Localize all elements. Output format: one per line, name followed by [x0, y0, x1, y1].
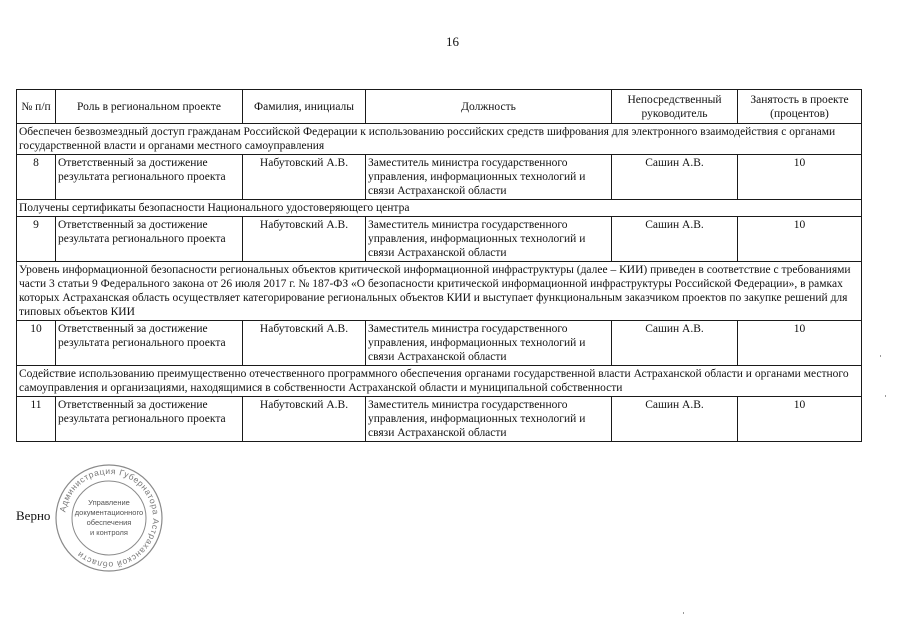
section-title: Обеспечен безвозмездный доступ гражданам Российской Федерации к использованию российских средств шифрования для электронного взаимодействия с органами государственной власти и органами местного самоуправления — [17, 124, 862, 155]
section-title: Уровень информационной безопасности региональных объектов критической информационной инфраструктуры (далее – КИИ) приведен в соответствие с требованиями части 3 статьи 9 Федерального закона от 26 июля 2017 г. № 187-ФЗ «О безопасности критической информационной инфраструктуры Российской Федерации», в рамках которых Астраханская область осуществляет категорирование региональных объектов КИИ и выступает функциональным заказчиком проектов по закупке решений для типовых объектов КИИ — [17, 262, 862, 321]
cell-num: 11 — [17, 397, 56, 442]
stamp-center-text — [54, 463, 164, 573]
table-row — [17, 397, 862, 442]
cell-num: 10 — [17, 321, 56, 366]
section-title: Получены сертификаты безопасности Национального удостоверяющего центра — [17, 200, 862, 217]
cell-role: Ответственный за достижение результата регионального проекта — [56, 321, 243, 366]
section-row — [17, 200, 862, 217]
table-row — [17, 321, 862, 366]
stamp-line: документационного — [74, 508, 144, 517]
cell-workload: 10 — [738, 321, 862, 366]
project-roles-table — [16, 89, 862, 442]
cell-position: Заместитель министра государственного управления, информационных технологий и связи Астраханской области — [366, 321, 612, 366]
cell-supervisor: Сашин А.В. — [612, 155, 738, 200]
header-position: Должность — [366, 90, 612, 124]
section-title: Содействие использованию преимущественно отечественного программного обеспечения органами государственной власти Астраханской области и органами местного самоуправления и организациями, находящимися в собственности Астраханской области и муниципальной собственности — [17, 366, 862, 397]
cell-name: Набутовский А.В. — [243, 217, 366, 262]
cell-name: Набутовский А.В. — [243, 155, 366, 200]
cell-num: 8 — [17, 155, 56, 200]
cell-supervisor: Сашин А.В. — [612, 397, 738, 442]
cell-position: Заместитель министра государственного управления, информационных технологий и связи Астраханской области — [366, 155, 612, 200]
page-number: 16 — [446, 34, 459, 49]
cell-role: Ответственный за достижение результата регионального проекта — [56, 155, 243, 200]
scan-speck — [880, 355, 881, 357]
cell-workload: 10 — [738, 397, 862, 442]
stamp-ring-text: Администрация Губернатора Астраханской области — [57, 465, 162, 571]
official-stamp — [54, 463, 164, 573]
cell-name: Набутовский А.В. — [243, 397, 366, 442]
scan-speck — [885, 395, 886, 397]
cell-workload: 10 — [738, 155, 862, 200]
header-role: Роль в региональном проекте — [56, 90, 243, 124]
cell-position: Заместитель министра государственного управления, информационных технологий и связи Астраханской области — [366, 217, 612, 262]
verno-label: Верно — [16, 508, 51, 523]
table-row — [17, 155, 862, 200]
header-workload: Занятость в проекте (процентов) — [738, 90, 862, 124]
section-row — [17, 124, 862, 155]
cell-role: Ответственный за достижение результата регионального проекта — [56, 217, 243, 262]
stamp-line: Управление — [88, 498, 130, 507]
header-num: № п/п — [17, 90, 56, 124]
cell-position: Заместитель министра государственного управления, информационных технологий и связи Астраханской области — [366, 397, 612, 442]
section-row — [17, 366, 862, 397]
cell-supervisor: Сашин А.В. — [612, 217, 738, 262]
stamp-line: и контроля — [89, 528, 128, 537]
cell-name: Набутовский А.В. — [243, 321, 366, 366]
stamp-line: обеспечения — [86, 518, 132, 527]
header-supervisor: Непосредственный руководитель — [612, 90, 738, 124]
cell-role: Ответственный за достижение результата регионального проекта — [56, 397, 243, 442]
header-name: Фамилия, инициалы — [243, 90, 366, 124]
cell-workload: 10 — [738, 217, 862, 262]
cell-num: 9 — [17, 217, 56, 262]
cell-supervisor: Сашин А.В. — [612, 321, 738, 366]
table-header-row — [17, 90, 862, 124]
section-row — [17, 262, 862, 321]
table-row — [17, 217, 862, 262]
scan-speck — [683, 612, 684, 614]
